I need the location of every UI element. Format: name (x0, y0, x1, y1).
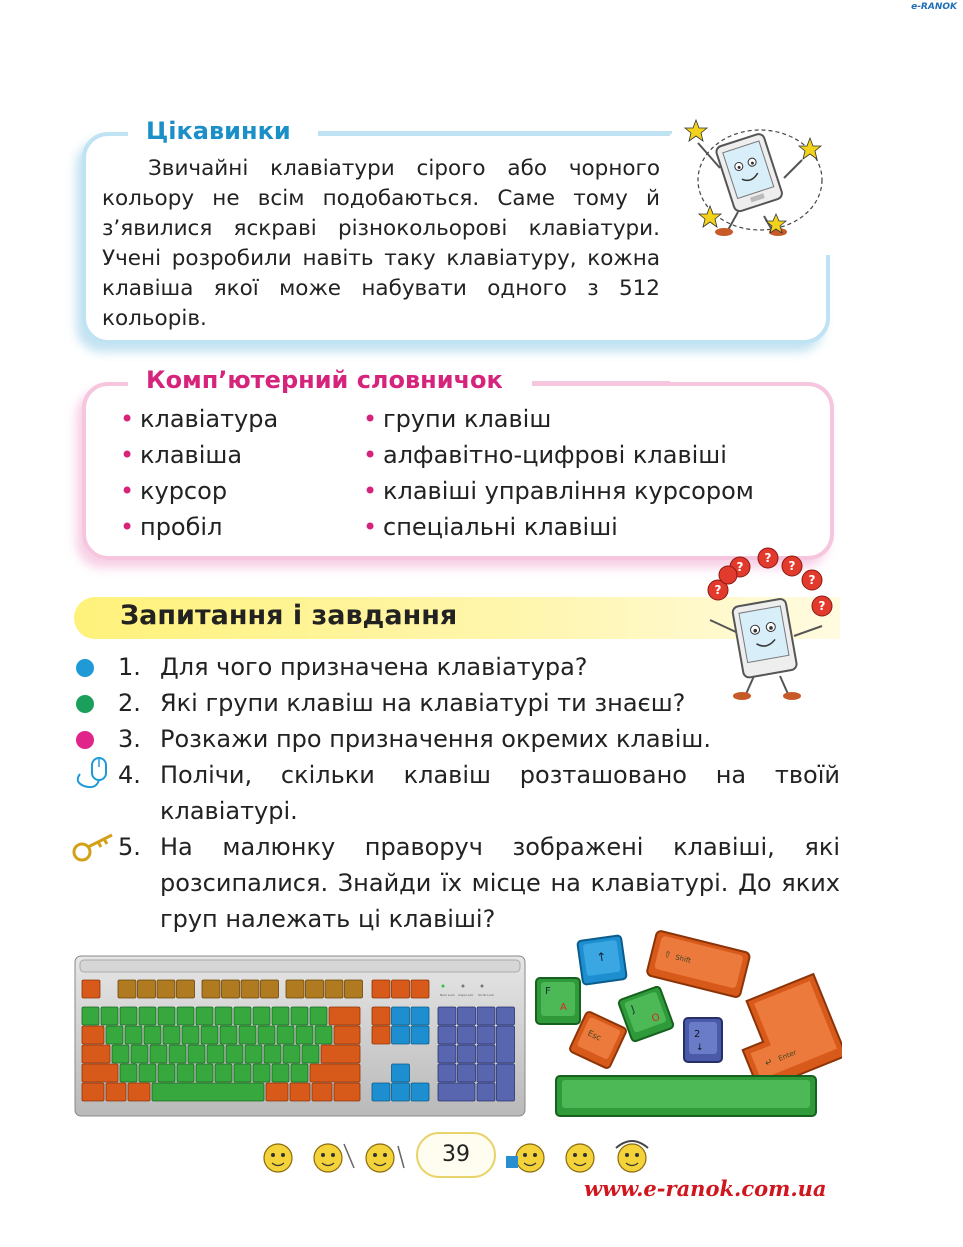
dictionary-left-list (120, 401, 278, 545)
dictionary-title: Комп’ютерний словничок (146, 366, 503, 394)
enter-key-label: Enter (777, 1048, 798, 1063)
publisher-logo: e-RANOK (911, 2, 957, 12)
o-key-label: O (650, 1011, 662, 1025)
question-item: 5. На малюнку праворуч зображені клавіші, які розсипалися. Знайди їх місце на клавіатурі. До яких груп належать ці клавіші? (118, 833, 840, 933)
mouse-icon (72, 756, 112, 792)
dictionary-term: • курсор (120, 473, 278, 509)
j-key-label: J (629, 1003, 637, 1016)
blue-bullet-icon (76, 659, 94, 677)
svg-text:⇧: ⇧ (662, 949, 673, 962)
question-item: 3. Розкажи про призначення окремих клавіш. (118, 725, 711, 753)
page-number: 39 (416, 1132, 496, 1178)
footer-mascots-right-illustration (504, 1134, 654, 1178)
dictionary-term: • клавіатура (120, 401, 278, 437)
website-link[interactable]: www.e-ranok.com.ua (584, 1176, 827, 1201)
facts-title: Цікавинки (146, 117, 291, 145)
svg-text:?: ? (764, 551, 772, 565)
scroll-lock-label: Scroll Lock (478, 993, 495, 997)
num-lock-label: Num Lock (440, 993, 455, 997)
svg-text:↵: ↵ (763, 1057, 775, 1070)
caps-lock-label: Caps Lock (458, 993, 474, 997)
dictionary-term: • пробіл (120, 509, 278, 545)
dictionary-term: • спеціальні клавіші (363, 509, 754, 545)
shift-key-label: Shift (674, 953, 692, 966)
svg-text:?: ? (788, 559, 796, 573)
keyboard-illustration (74, 955, 526, 1117)
scattered-keys-illustration (532, 928, 842, 1118)
esc-key-label: Esc (586, 1028, 603, 1043)
svg-text:?: ? (736, 560, 744, 574)
svg-text:?: ? (818, 599, 826, 613)
key-icon (72, 832, 116, 864)
dictionary-term: • клавіші управління курсором (363, 473, 754, 509)
svg-text:?: ? (714, 583, 722, 597)
svg-text:?: ? (808, 573, 816, 587)
dictionary-term: • групи клавіш (363, 401, 754, 437)
svg-text:↑: ↑ (595, 949, 608, 965)
f-key-label: F (545, 986, 551, 997)
footer-mascots-left-illustration (258, 1134, 408, 1178)
question-item: 2. Які групи клавіш на клавіатурі ти знаєш? (118, 689, 686, 717)
dictionary-right-list (363, 401, 754, 545)
questions-title: Запитання і завдання (120, 600, 458, 631)
facts-text: Звичайні клавіатури сірого або чорного кольору не всім подобаються. Саме тому й з’явилися яскраві різнокольорові клавіатури. Учені розробили навіть таку клавіатуру, кожна клавіша якої може набувати одного з 512 кольорів. (102, 156, 660, 331)
two-key-label: 2 (694, 1029, 701, 1040)
green-bullet-icon (76, 695, 94, 713)
pink-bullet-icon (76, 731, 94, 749)
tablet-mascot-illustration (680, 108, 830, 243)
question-item: 1. Для чого призначена клавіатура? (118, 653, 588, 681)
dictionary-term: • алфавітно-цифрові клавіші (363, 437, 754, 473)
a-key-label: A (560, 1002, 567, 1013)
question-item: 4. Полічи, скільки клавіш розташовано на твоїй клавіатурі. (118, 761, 840, 825)
questions-list (118, 649, 840, 937)
svg-text:↓: ↓ (696, 1043, 704, 1053)
dictionary-term: • клавіша (120, 437, 278, 473)
